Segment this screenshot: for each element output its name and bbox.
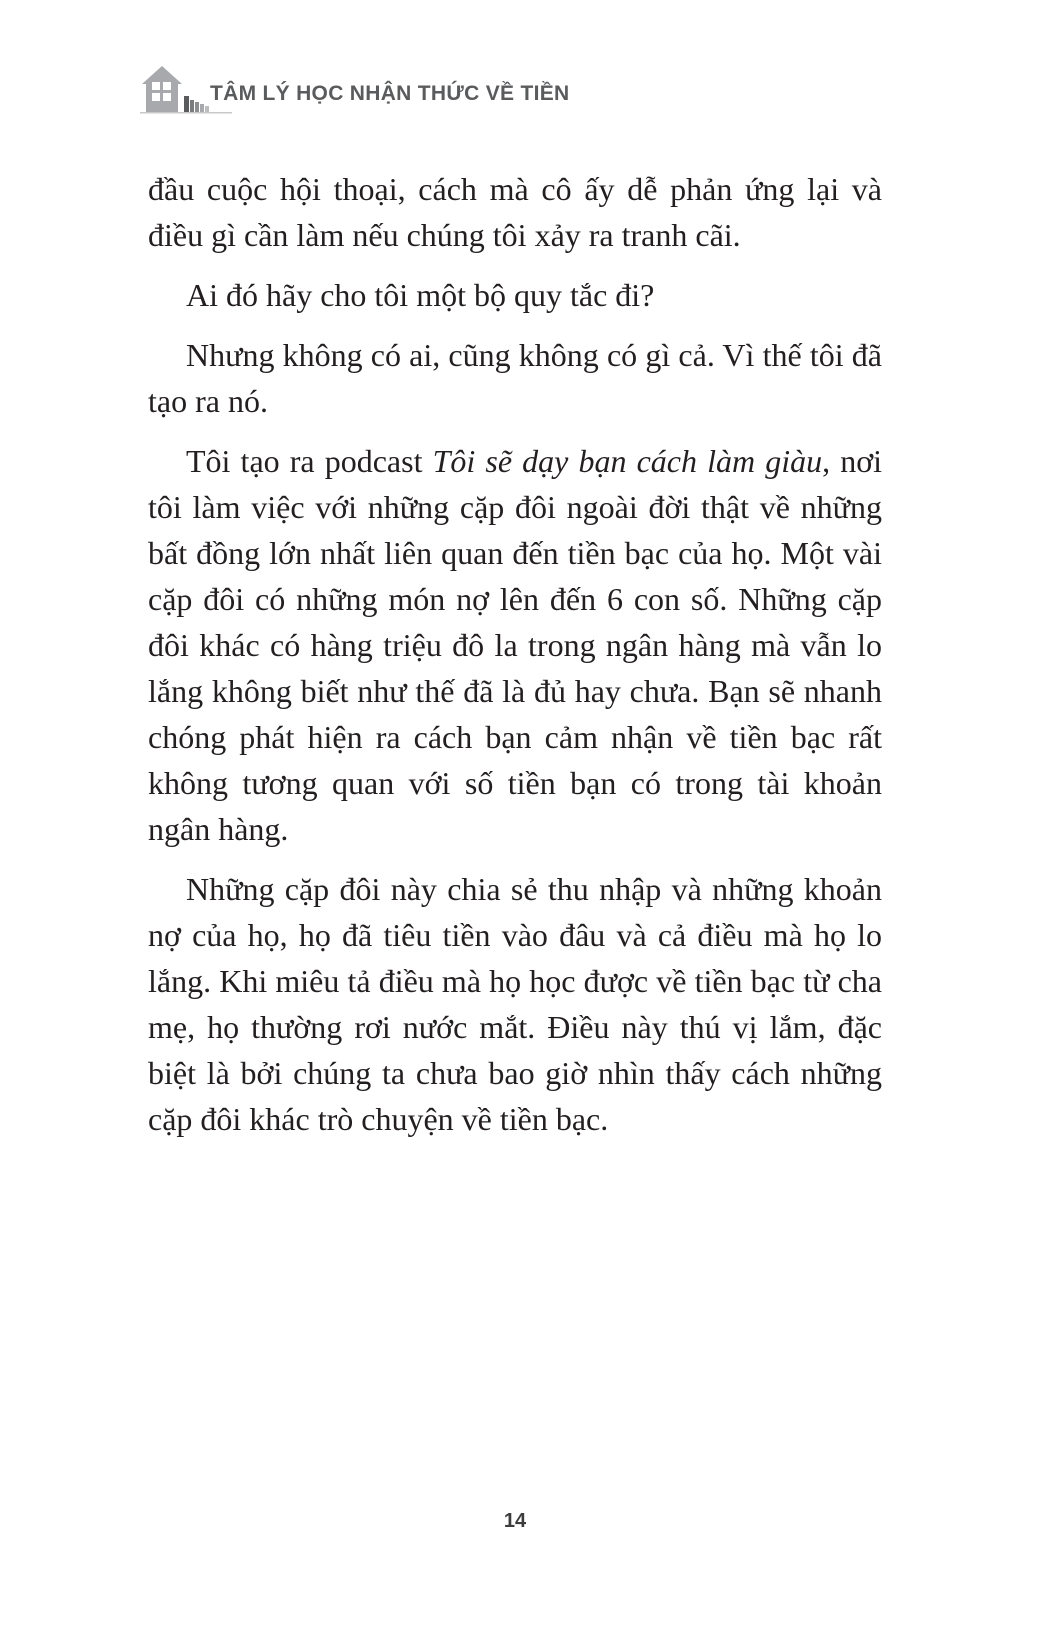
running-title: TÂM LÝ HỌC NHẬN THỨC VỀ TIỀN <box>210 82 570 105</box>
paragraph-2: Ai đó hãy cho tôi một bộ quy tắc đi? <box>186 277 655 313</box>
paragraph-4 <box>148 438 882 852</box>
paragraph-5: Những cặp đôi này chia sẻ thu nhập và những khoản nợ của họ, họ đã tiêu tiền vào đâu và cả điều mà họ lo lắng. Khi miêu tả điều mà họ học được về tiền bạc từ cha mẹ, họ thường rơi nước mắt. Điều này thú vị lắm, đặc biệt là bởi chúng ta chưa bao giờ nhìn thấy cách những cặp đôi khác trò chuyện về tiền bạc. <box>148 871 882 1137</box>
paragraph-1: đầu cuộc hội thoại, cách mà cô ấy dễ phản ứng lại và điều gì cần làm nếu chúng tôi xảy ra tranh cãi. <box>148 171 882 253</box>
running-header <box>140 62 570 118</box>
paragraph-3: Nhưng không có ai, cũng không có gì cả. Vì thế tôi đã tạo ra nó. <box>148 337 882 419</box>
page-body <box>148 166 882 1156</box>
paragraph-4-lead: Tôi tạo ra podcast <box>186 443 433 479</box>
page-number: 14 <box>503 1510 527 1532</box>
podcast-title: Tôi sẽ dạy bạn cách làm giàu <box>432 443 823 479</box>
paragraph-4-rest: , nơi tôi làm việc với những cặp đôi ngoài đời thật về những bất đồng lớn nhất liên quan đến tiền bạc của họ. Một vài cặp đôi có những món nợ lên đến 6 con số. Những cặp đôi khác có hàng triệu đô la trong ngân hàng mà vẫn lo lắng không biết như thế đã là đủ hay chưa. Bạn sẽ nhanh chóng phát hiện ra cách bạn cảm nhận về tiền bạc rất không tương quan với số tiền bạn có trong tài khoản ngân hàng. <box>148 443 882 847</box>
